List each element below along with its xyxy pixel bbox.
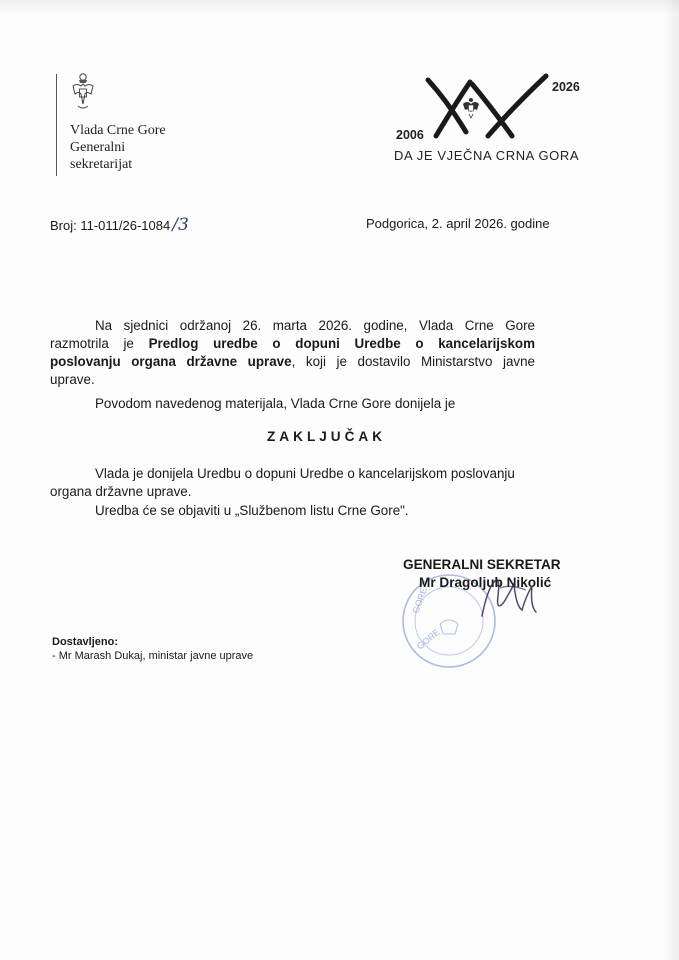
para3-line1: Vlada je donijela Uredbu o dopuni Uredbe o kancelarijskom poslovanju <box>95 466 515 481</box>
svg-text:GORE: GORE <box>410 586 429 615</box>
reference-number-text: Broj: 11-011/26-1084 <box>50 218 171 233</box>
para1-line3 <box>50 354 535 369</box>
reference-number <box>50 215 189 235</box>
para1-line3-rest: , koji je dostavilo Ministarstvo javne <box>291 354 535 369</box>
scan-shadow-right <box>663 0 679 960</box>
logo-year-left: 2006 <box>396 128 424 142</box>
organization-name <box>70 122 166 173</box>
conclusion-heading: ZAKLJUČAK <box>267 429 387 444</box>
org-line-3: sekretarijat <box>70 157 133 172</box>
scan-shadow-top <box>0 0 679 14</box>
svg-text:GORE: GORE <box>414 626 442 652</box>
para1-line2-prefix: razmotrila je <box>50 336 149 351</box>
document-date: Podgorica, 2. april 2026. godine <box>366 216 550 231</box>
para2: Povodom navedenog materijala, Vlada Crne Gore donijela je <box>95 396 456 411</box>
org-line-2: Generalni <box>70 140 126 155</box>
letterhead-divider <box>56 74 57 176</box>
signatory-name: Mr Dragoljub Nikolić <box>419 575 552 590</box>
anniversary-logo <box>388 72 608 172</box>
logo-tagline: DA JE VJEČNA CRNA GORA <box>394 148 580 163</box>
delivery-item: - Mr Marash Dukaj, ministar javne uprave <box>52 650 254 662</box>
para1-line2-bold: Predlog uredbe o dopuni Uredbe o kancelarijskom <box>148 336 535 351</box>
delivery-label: Dostavljeno: <box>52 636 119 648</box>
handwritten-signature-icon <box>470 566 560 626</box>
para1-line2 <box>50 336 535 351</box>
para1-line3-bold: poslovanju organa državne uprave <box>50 354 292 369</box>
signatory-title: GENERALNI SEKRETAR <box>403 557 561 572</box>
para3-line2: organa državne uprave. <box>50 484 192 499</box>
org-line-1: Vlada Crne Gore <box>70 123 166 138</box>
logo-year-right: 2026 <box>552 80 580 94</box>
handwritten-suffix: /3 <box>172 215 189 235</box>
para4: Uredba će se objaviti u „Službenom listu Crne Gore". <box>95 503 409 518</box>
para1-line1: Na sjednici održanoj 26. marta 2026. godine, Vlada Crne Gore <box>95 318 535 333</box>
coat-of-arms-icon <box>70 72 96 112</box>
para1-line4: uprave. <box>50 372 95 387</box>
